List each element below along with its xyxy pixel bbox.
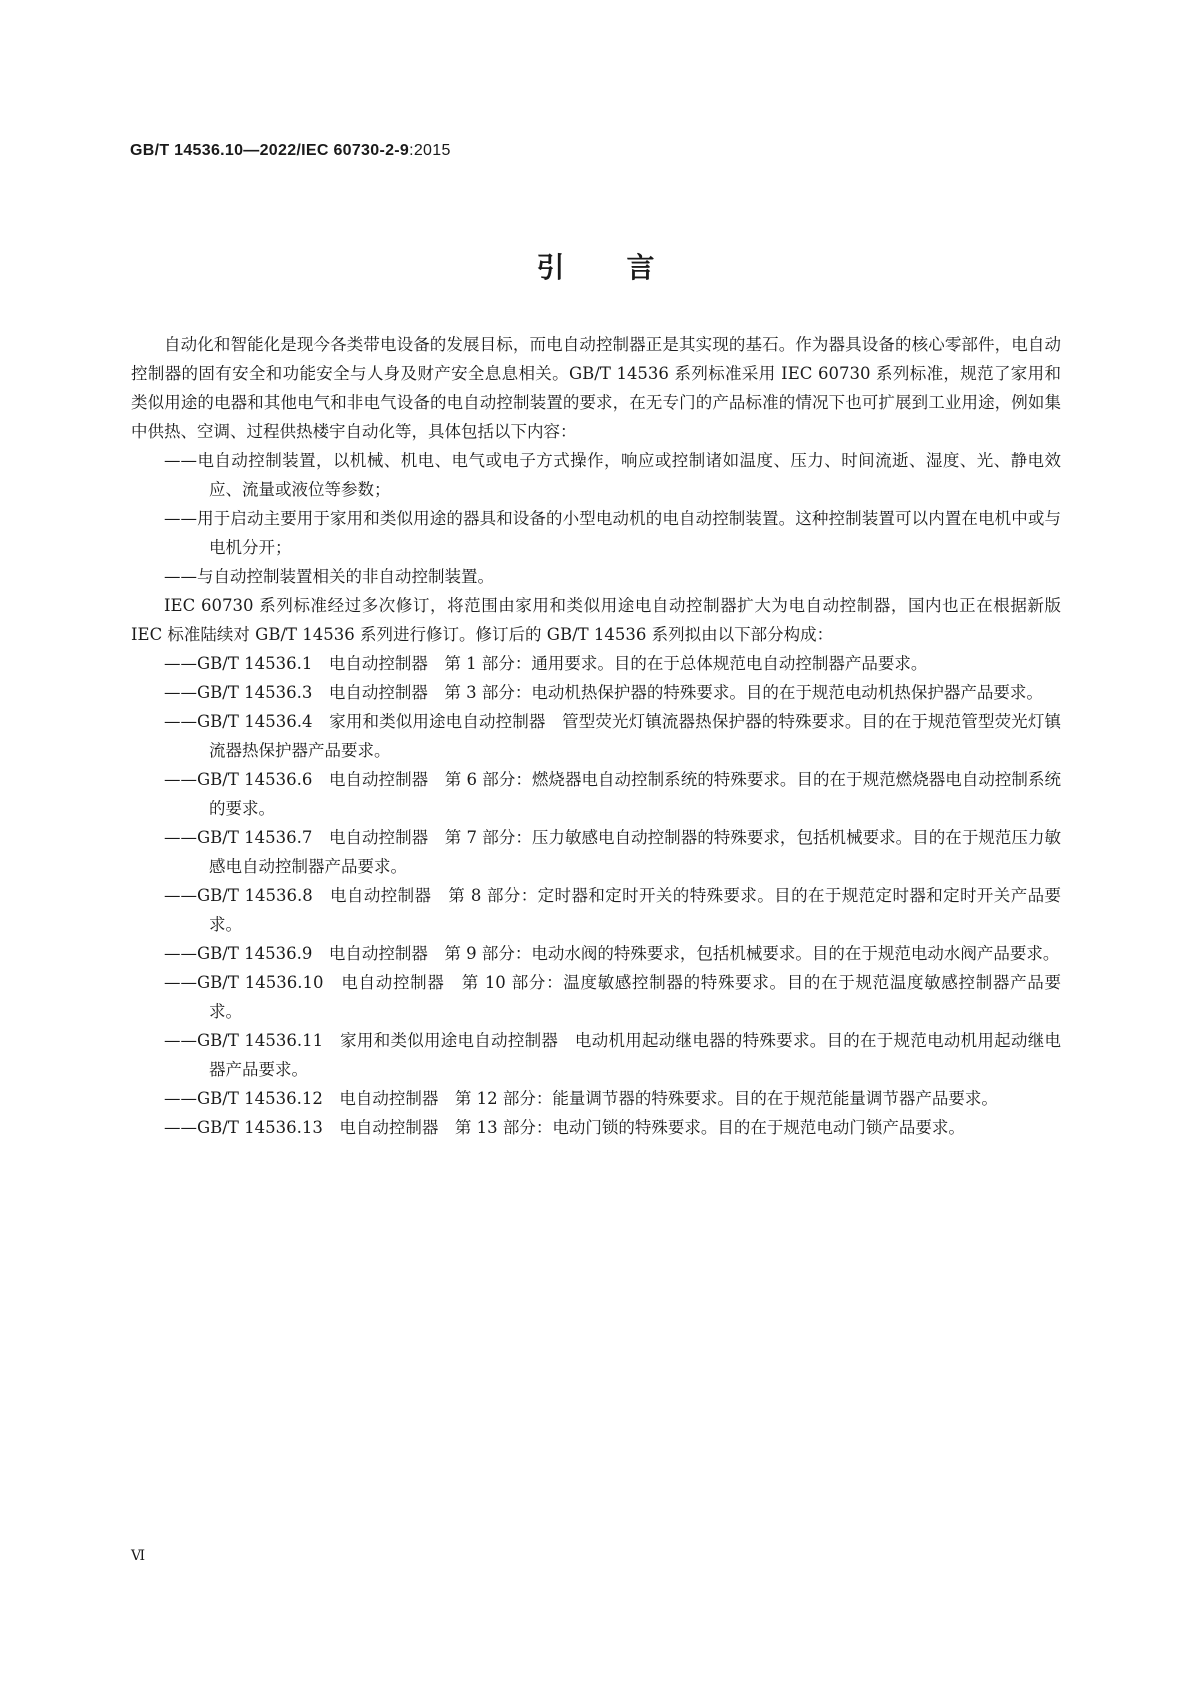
intro-paragraph: 自动化和智能化是现今各类带电设备的发展目标，而电自动控制器正是其实现的基石。作为器具设备的核心零部件，电自动控制器的固有安全和功能安全与人身及财产安全息息相关。GB/T 14536 系列标准采用 IEC 60730 系列标准，规范了家用和类似用途的电器和其他电气和非电气设备的电自动控制装置的要求，在无专门的产品标准的情况下也可扩展到工业用途，例如集中供热、空调、过程供热楼宇自动化等，具体包括以下内容： bbox=[131, 335, 1061, 441]
part-item: ——GB/T 14536.9 电自动控制器 第 9 部分：电动水阀的特殊要求，包括机械要求。目的在于规范电动水阀产品要求。 bbox=[164, 944, 1060, 963]
page-number: Ⅵ bbox=[131, 1548, 146, 1564]
part-item: ——GB/T 14536.13 电自动控制器 第 13 部分：电动门锁的特殊要求。目的在于规范电动门锁产品要求。 bbox=[164, 1118, 965, 1137]
standard-number: GB/T 14536.10—2022/IEC 60730-2-9 bbox=[130, 142, 410, 159]
part-item: ——GB/T 14536.11 家用和类似用途电自动控制器 电动机用起动继电器的特殊要求。目的在于规范电动机用起动继电器产品要求。 bbox=[164, 1031, 1061, 1079]
scope-item: ——电自动控制装置，以机械、机电、电气或电子方式操作，响应或控制诸如温度、压力、时间流逝、湿度、光、静电效应、流量或液位等参数； bbox=[164, 451, 1061, 499]
part-item: ——GB/T 14536.3 电自动控制器 第 3 部分：电动机热保护器的特殊要求。目的在于规范电动机热保护器产品要求。 bbox=[164, 683, 1043, 702]
document-body bbox=[131, 330, 1061, 1142]
part-item: ——GB/T 14536.7 电自动控制器 第 7 部分：压力敏感电自动控制器的特殊要求，包括机械要求。目的在于规范压力敏感电自动控制器产品要求。 bbox=[164, 828, 1061, 876]
parts-list bbox=[131, 649, 1061, 1142]
part-item: ——GB/T 14536.1 电自动控制器 第 1 部分：通用要求。目的在于总体规范电自动控制器产品要求。 bbox=[164, 654, 928, 673]
standard-number-header bbox=[130, 142, 451, 160]
part-item: ——GB/T 14536.6 电自动控制器 第 6 部分：燃烧器电自动控制系统的特殊要求。目的在于规范燃烧器电自动控制系统的要求。 bbox=[164, 770, 1061, 818]
part-item: ——GB/T 14536.8 电自动控制器 第 8 部分：定时器和定时开关的特殊要求。目的在于规范定时器和定时开关产品要求。 bbox=[164, 886, 1061, 934]
revision-paragraph: IEC 60730 系列标准经过多次修订，将范围由家用和类似用途电自动控制器扩大为电自动控制器，国内也正在根据新版 IEC 标准陆续对 GB/T 14536 系列进行修订。修订后的 GB/T 14536 系列拟由以下部分构成： bbox=[131, 596, 1061, 644]
page-title: 引言 bbox=[536, 251, 717, 284]
standard-year: :2015 bbox=[409, 142, 451, 159]
part-item: ——GB/T 14536.10 电自动控制器 第 10 部分：温度敏感控制器的特殊要求。目的在于规范温度敏感控制器产品要求。 bbox=[164, 973, 1061, 1021]
scope-item: ——用于启动主要用于家用和类似用途的器具和设备的小型电动机的电自动控制装置。这种控制装置可以内置在电机中或与电机分开； bbox=[164, 509, 1061, 557]
part-item: ——GB/T 14536.4 家用和类似用途电自动控制器 管型荧光灯镇流器热保护器的特殊要求。目的在于规范管型荧光灯镇流器热保护器产品要求。 bbox=[164, 712, 1061, 760]
part-item: ——GB/T 14536.12 电自动控制器 第 12 部分：能量调节器的特殊要求。目的在于规范能量调节器产品要求。 bbox=[164, 1089, 998, 1108]
scope-item: ——与自动控制装置相关的非自动控制装置。 bbox=[164, 567, 494, 586]
scope-list bbox=[131, 446, 1061, 591]
